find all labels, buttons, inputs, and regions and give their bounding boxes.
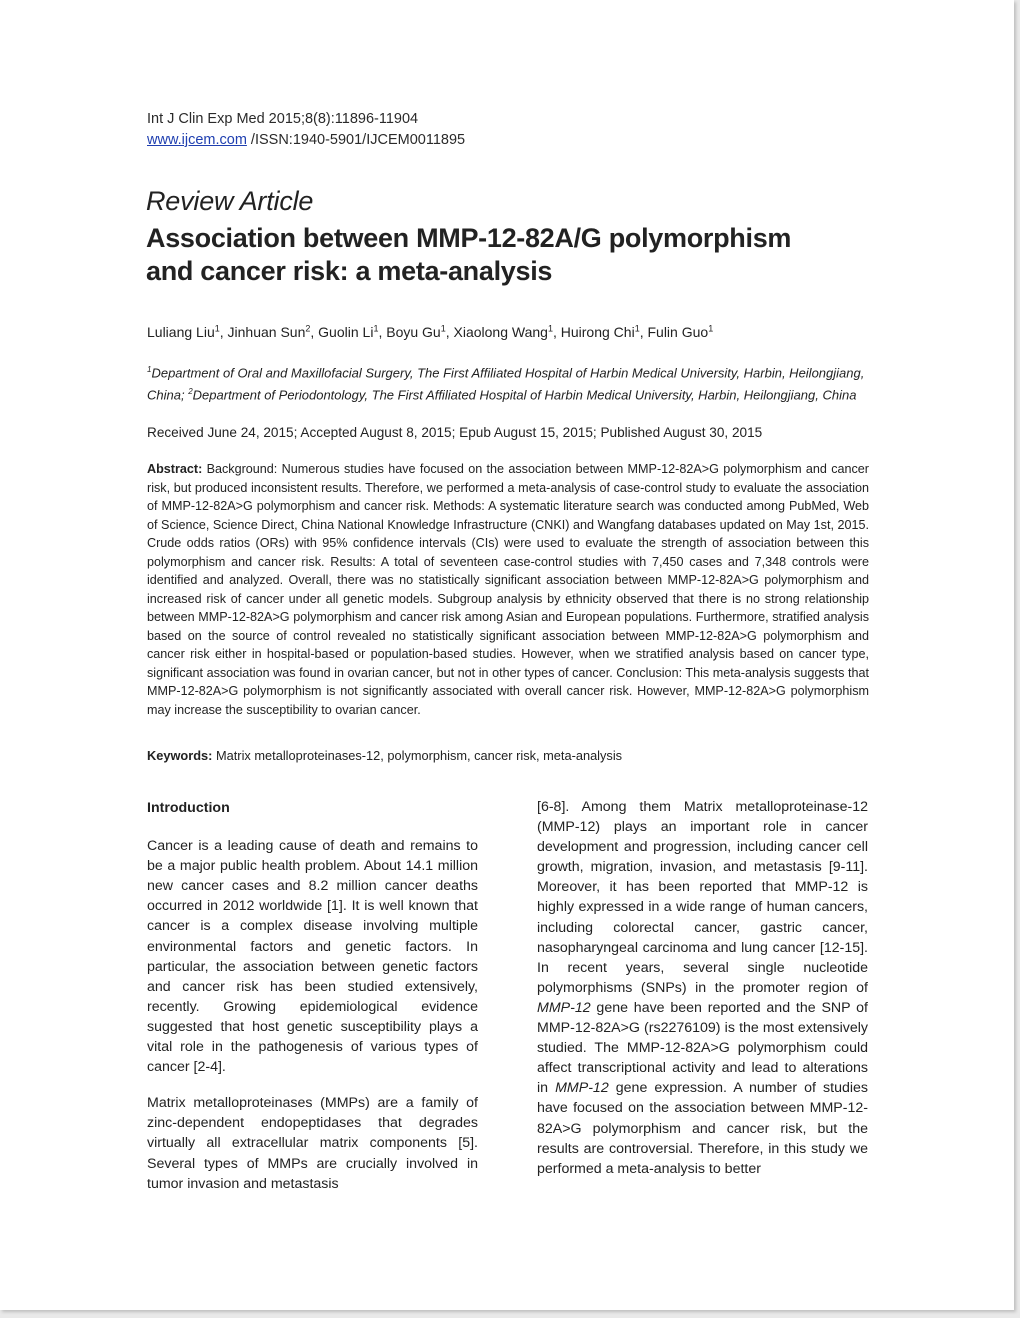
body-column-left: [147, 798, 478, 1210]
introduction-heading: Introduction: [147, 800, 230, 816]
intro-paragraph-2: Matrix metalloproteinases (MMPs) are a family of zinc-dependent endopeptidases that degrades virtually all extracellular matrix components [5]. Several types of MMPs are crucially involved in tumor invasion and metastasis: [147, 1095, 478, 1192]
keywords: [147, 748, 622, 763]
issn-line: [147, 130, 465, 151]
affiliation-mark-2: 2: [188, 386, 193, 396]
article-type: Review Article: [146, 186, 314, 216]
author-6: Huirong Chi$^1$,: [560, 323, 648, 340]
abstract-label: Abstract:: [147, 462, 203, 476]
publication-dates: Received June 24, 2015; Accepted August 8, 2015; Epub August 15, 2015; Published August 30, 2015: [147, 425, 763, 440]
author-3: Guolin Li$^1$,: [318, 323, 387, 340]
author-2: Jinhuan Sun$^2$,: [227, 323, 319, 340]
journal-link[interactable]: www.ijcem.com: [147, 132, 247, 148]
title-line-2: and cancer risk: a meta-analysis: [146, 256, 553, 286]
title-line-1: Association between MMP-12-82A/G polymorphism: [146, 223, 792, 253]
author-1: Luliang Liu$^1$,: [147, 323, 228, 340]
article-title: [146, 222, 906, 288]
author-5: Xiaolong Wang$^1$,: [453, 323, 561, 340]
keywords-text: Matrix metalloproteinases-12, polymorphism, cancer risk, meta-analysis: [212, 748, 623, 763]
affiliation-2: Department of Periodontology, The First Affiliated Hospital of Harbin Medical University, Harbin, Heilongjiang, China: [192, 386, 857, 402]
author-7: Fulin Guo$^1$: [647, 323, 714, 340]
journal-header: [147, 109, 465, 151]
abstract-text: Background: Numerous studies have focused on the association between MMP-12-82A>G polymorphism and cancer risk, but produced inconsistent results. Therefore, we performed a meta-analysis of case-control study to evaluate the association of MMP-12-82A>G polymorphism and cancer risk. Methods: A systematic literature search was conducted among PubMed, Web of Science, Science Direct, China National Knowledge Infrastructure (CNKI) and Wangfang databases updated on May 1st, 2015. Crude odds ratios (ORs) with 95% confidence intervals (CIs) were used to evaluate the strength of association between this polymorphism and cancer risk. Results: A total of seventeen case-control studies with 7,450 cases and 7,348 controls were identified and analyzed. Overall, there was no statistically significant association between MMP-12-82A>G polymorphism and increased risk of cancer under all genetic models. Subgroup analysis by ethnicity observed that there is no strong relationship between MMP-12-82A>G polymorphism and cancer risk among Asian and European populations. Furthermore, stratified analysis based on the source of control revealed no statistically significant association between MMP-12-82A>G polymorphism and cancer risk either in hospital-based or population-based studies. However, when we stratified analysis based on cancer type, significant association was found in ovarian cancer, but not in other types of cancer. Conclusion: This meta-analysis suggests that MMP-12-82A>G polymorphism is not significantly associated with overall cancer risk. However, MMP-12-82A>G polymorphism may increase the susceptibility to ovarian cancer.: [147, 462, 869, 717]
author-list: [147, 323, 713, 340]
citation-line: Int J Clin Exp Med 2015;8(8):11896-11904: [147, 111, 419, 127]
intro-paragraph-1: Cancer is a leading cause of death and remains to be a major public health problem. About 14.1 million new cancer cases and 8.2 million cancer deaths occurred in 2012 worldwide [1]. It is well known that cancer is a complex disease involving multiple environmental factors and genetic factors. In particular, the association between genetic factors and cancer risk has been studied extensively, recently. Growing epidemiological evidence suggested that host genetic susceptibility plays a vital role in the pathogenesis of various types of cancer [2-4].: [147, 838, 478, 1076]
abstract: [147, 460, 869, 719]
affiliation-mark-1: 1: [147, 365, 152, 374]
author-4: Boyu Gu$^1$,: [386, 323, 454, 340]
affiliation-1: Department of Oral and Maxillofacial Surgery, The First Affiliated Hospital of Harbin Medical University, Harbin, Heilongjiang, China;: [147, 365, 865, 402]
intro-paragraph-continued: [6-8]. Among them Matrix metalloproteinase-12 (MMP-12) plays an important role in cancer development and progression, including cancer cell growth, migration, invasion, and metastasis [9-11]. Moreover, it has been reported that MMP-12 is highly expressed in a wide range of human cancers, including colorectal cancer, gastric cancer, nasopharyngeal carcinoma and lung cancer [12-15]. In recent years, several single nucleotide polymorphisms (SNPs) in the promoter region of MMP-12 gene have been reported and the SNP of MMP-12-82A>G (rs2276109) is the most extensively studied. The MMP-12-82A>G polymorphism could affect transcriptional activity and lead to alterations in MMP-12 gene expression. A number of studies have focused on the association between MMP-12-82A>G polymorphism and cancer risk, but the results are controversial. Therefore, in this study we performed a meta-analysis to better: [537, 799, 868, 1177]
gene-name-italic: MMP-12: [537, 999, 591, 1016]
keywords-label: Keywords:: [147, 748, 213, 763]
body-column-right: [537, 797, 868, 1195]
affiliations: [147, 361, 867, 404]
gene-name-italic: MMP-12: [555, 1080, 609, 1097]
issn-text: /ISSN:1940-5901/IJCEM0011895: [246, 132, 466, 148]
